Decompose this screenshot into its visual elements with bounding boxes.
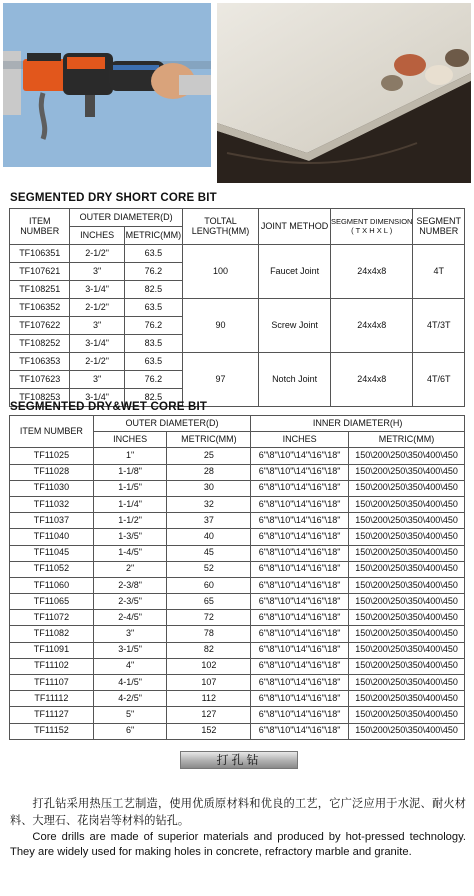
table-row [10,642,465,658]
metric-cell: 102 [167,658,251,674]
total-length-header: TOLTAL LENGTH(MM) [182,209,258,245]
inner-inches-cell: 6"\8"\10"\14"\16"\18" [251,691,349,707]
inches-cell: 1-1/2" [93,513,167,529]
metric-cell: 72 [167,610,251,626]
inner-inches-cell: 6"\8"\10"\14"\16"\18" [251,561,349,577]
inner-metric-cell: 150\200\250\350\400\450 [349,448,465,464]
item-cell: TF11127 [10,707,94,723]
section-banner: 打孔钻 [180,751,298,769]
inner-inches-cell: 6"\8"\10"\14"\16"\18" [251,642,349,658]
segment-cell: 4T [413,245,465,299]
segment-number-header: SEGMENT NUMBER [413,209,465,245]
description-chinese: 打孔钻采用热压工艺制造，使用优质原材料和优良的工艺，它广泛应用于水泥、耐火材料、大理石、花岗岩等材料的钻孔。 [10,797,466,827]
inner-inches-cell: 6"\8"\10"\14"\16"\18" [251,545,349,561]
table-row [10,658,465,674]
inches-cell: 2-3/8" [93,577,167,593]
inner-diameter-header: INNER DIAMETER(H) [251,416,465,432]
inches-cell: 3" [70,371,125,389]
table1-title: SEGMENTED DRY SHORT CORE BIT [10,192,217,204]
inner-metric-cell: 150\200\250\350\400\450 [349,545,465,561]
item-cell: TF11032 [10,496,94,512]
inner-metric-cell: 150\200\250\350\400\450 [349,707,465,723]
metric-cell: 82 [167,642,251,658]
item-cell: TF108253 [10,389,70,407]
inner-inches-cell: 6"\8"\10"\14"\16"\18" [251,594,349,610]
inches-cell: 2-4/5" [93,610,167,626]
item-cell: TF107621 [10,263,70,281]
item-cell: TF11072 [10,610,94,626]
inner-inches-cell: 6"\8"\10"\14"\16"\18" [251,513,349,529]
metric-cell: 65 [167,594,251,610]
metric-cell: 83.5 [124,335,182,353]
item-cell: TF108251 [10,281,70,299]
inner-metric-cell: 150\200\250\350\400\450 [349,642,465,658]
metric-cell: 40 [167,529,251,545]
inner-metric-cell: 150\200\250\350\400\450 [349,675,465,691]
inner-metric-cell: 150\200\250\350\400\450 [349,561,465,577]
item-cell: TF11102 [10,658,94,674]
inner-metric-cell: 150\200\250\350\400\450 [349,658,465,674]
inner-metric-cell: 150\200\250\350\400\450 [349,480,465,496]
dry-wet-core-bit-table [9,415,465,740]
length-cell: 100 [182,245,258,299]
item-cell: TF11040 [10,529,94,545]
item-cell: TF11152 [10,723,94,739]
inches-cell: 4-2/5" [93,691,167,707]
table-row [10,723,465,739]
item-cell: TF108252 [10,335,70,353]
outer-diameter-header: OUTER DIAMETER(D) [70,209,182,227]
table-row [10,594,465,610]
inner-inches-cell: 6"\8"\10"\14"\16"\18" [251,529,349,545]
item-cell: TF11060 [10,577,94,593]
table-row [10,513,465,529]
inches-cell: 3-1/4" [70,335,125,353]
metric-cell: 60 [167,577,251,593]
core-drill-photo [3,3,211,167]
table-row [10,545,465,561]
table-row [10,691,465,707]
table2-body [10,448,465,739]
inner-inches-cell: 6"\8"\10"\14"\16"\18" [251,707,349,723]
table-row [10,610,465,626]
metric-cell: 76.2 [124,371,182,389]
core-drill-illustration [3,3,211,167]
inner-metric-cell: 150\200\250\350\400\450 [349,691,465,707]
joint-cell: Faucet Joint [259,245,331,299]
inches-cell: 3" [93,626,167,642]
table-row [10,245,465,263]
inner-inches-cell: 6"\8"\10"\14"\16"\18" [251,675,349,691]
description-english: Core drills are made of superior materials and produced by hot-pressed technology. They are widely used for making holes in concrete, refractory marble and granite. [10,831,466,858]
item-cell: TF11107 [10,675,94,691]
joint-cell: Screw Joint [259,299,331,353]
item-cell: TF11025 [10,448,94,464]
table-row [10,496,465,512]
inches-header: INCHES [93,432,167,448]
item-number-header: ITEM NUMBER [10,416,94,448]
item-cell: TF11052 [10,561,94,577]
metric-cell: 127 [167,707,251,723]
inches-cell: 2-1/2" [70,245,125,263]
inches-cell: 1-4/5" [93,545,167,561]
inner-inches-cell: 6"\8"\10"\14"\16"\18" [251,610,349,626]
inches-cell: 1-1/4" [93,496,167,512]
inner-metric-cell: 150\200\250\350\400\450 [349,594,465,610]
metric-cell: 28 [167,464,251,480]
table-row [10,577,465,593]
item-cell: TF11091 [10,642,94,658]
item-cell: TF107622 [10,317,70,335]
metric-cell: 82.5 [124,389,182,407]
item-cell: TF106351 [10,245,70,263]
inner-inches-cell: 6"\8"\10"\14"\16"\18" [251,464,349,480]
table-row [10,448,465,464]
metric-cell: 52 [167,561,251,577]
table-row [10,480,465,496]
item-cell: TF11045 [10,545,94,561]
segment-cell: 4T/6T [413,353,465,407]
inches-cell: 2-1/2" [70,353,125,371]
metric-cell: 82.5 [124,281,182,299]
stone-slab-photo [217,3,471,183]
inner-metric-cell: 150\200\250\350\400\450 [349,577,465,593]
table-row [10,675,465,691]
segment-cell: 4T/3T [413,299,465,353]
dimension-cell: 24x4x8 [330,245,413,299]
metric-cell: 45 [167,545,251,561]
joint-cell: Notch Joint [259,353,331,407]
stone-slab-illustration [217,3,471,183]
inner-metric-cell: 150\200\250\350\400\450 [349,723,465,739]
inches-cell: 2-1/2" [70,299,125,317]
inner-inches-cell: 6"\8"\10"\14"\16"\18" [251,448,349,464]
metric-cell: 78 [167,626,251,642]
inches-cell: 3-1/4" [70,281,125,299]
metric-cell: 112 [167,691,251,707]
inner-inches-header: INCHES [251,432,349,448]
segment-dimension-header: SEGMENT DIMENSION ( T X H X L ) [330,209,413,245]
inches-cell: 4-1/5" [93,675,167,691]
inches-cell: 1-3/5" [93,529,167,545]
inches-cell: 2" [93,561,167,577]
metric-cell: 63.5 [124,245,182,263]
inner-inches-cell: 6"\8"\10"\14"\16"\18" [251,658,349,674]
metric-cell: 152 [167,723,251,739]
item-cell: TF11028 [10,464,94,480]
table2-title: SEGMENTED DRY&WET CORE BIT [10,401,208,413]
inches-header: INCHES [70,227,125,245]
item-cell: TF106352 [10,299,70,317]
inches-cell: 6" [93,723,167,739]
inner-metric-header: METRIC(MM) [349,432,465,448]
table-row [10,529,465,545]
item-cell: TF106353 [10,353,70,371]
inches-cell: 1-1/5" [93,480,167,496]
inner-metric-cell: 150\200\250\350\400\450 [349,496,465,512]
inner-metric-cell: 150\200\250\350\400\450 [349,626,465,642]
table-row [10,299,465,317]
table-row [10,464,465,480]
inches-cell: 1-1/8" [93,464,167,480]
inner-inches-cell: 6"\8"\10"\14"\16"\18" [251,496,349,512]
inner-inches-cell: 6"\8"\10"\14"\16"\18" [251,723,349,739]
item-cell: TF11030 [10,480,94,496]
metric-header: METRIC(MM) [124,227,182,245]
metric-cell: 30 [167,480,251,496]
inner-metric-cell: 150\200\250\350\400\450 [349,464,465,480]
table-row [10,707,465,723]
item-cell: TF107623 [10,371,70,389]
metric-cell: 63.5 [124,299,182,317]
table-row [10,353,465,371]
metric-cell: 37 [167,513,251,529]
inner-inches-cell: 6"\8"\10"\14"\16"\18" [251,626,349,642]
dimension-cell: 24x4x8 [330,353,413,407]
metric-cell: 32 [167,496,251,512]
length-cell: 97 [182,353,258,407]
dry-short-core-bit-table [9,208,465,407]
item-cell: TF11065 [10,594,94,610]
inner-metric-cell: 150\200\250\350\400\450 [349,610,465,626]
metric-cell: 76.2 [124,263,182,281]
dimension-cell: 24x4x8 [330,299,413,353]
item-cell: TF11112 [10,691,94,707]
inches-cell: 3-1/5" [93,642,167,658]
metric-cell: 76.2 [124,317,182,335]
length-cell: 90 [182,299,258,353]
inner-metric-cell: 150\200\250\350\400\450 [349,529,465,545]
item-cell: TF11082 [10,626,94,642]
inches-cell: 5" [93,707,167,723]
inner-inches-cell: 6"\8"\10"\14"\16"\18" [251,577,349,593]
outer-diameter-header: OUTER DIAMETER(D) [93,416,250,432]
inches-cell: 2-3/5" [93,594,167,610]
metric-cell: 107 [167,675,251,691]
item-cell: TF11037 [10,513,94,529]
metric-cell: 25 [167,448,251,464]
inches-cell: 1" [93,448,167,464]
table-row [10,561,465,577]
inches-cell: 3-1/4" [70,389,125,407]
metric-cell: 63.5 [124,353,182,371]
inner-metric-cell: 150\200\250\350\400\450 [349,513,465,529]
table-row [10,626,465,642]
metric-header: METRIC(MM) [167,432,251,448]
inches-cell: 4" [93,658,167,674]
item-number-header: ITEM NUMBER [10,209,70,245]
inner-inches-cell: 6"\8"\10"\14"\16"\18" [251,480,349,496]
joint-method-header: JOINT METHOD [259,209,331,245]
inches-cell: 3" [70,263,125,281]
inches-cell: 3" [70,317,125,335]
